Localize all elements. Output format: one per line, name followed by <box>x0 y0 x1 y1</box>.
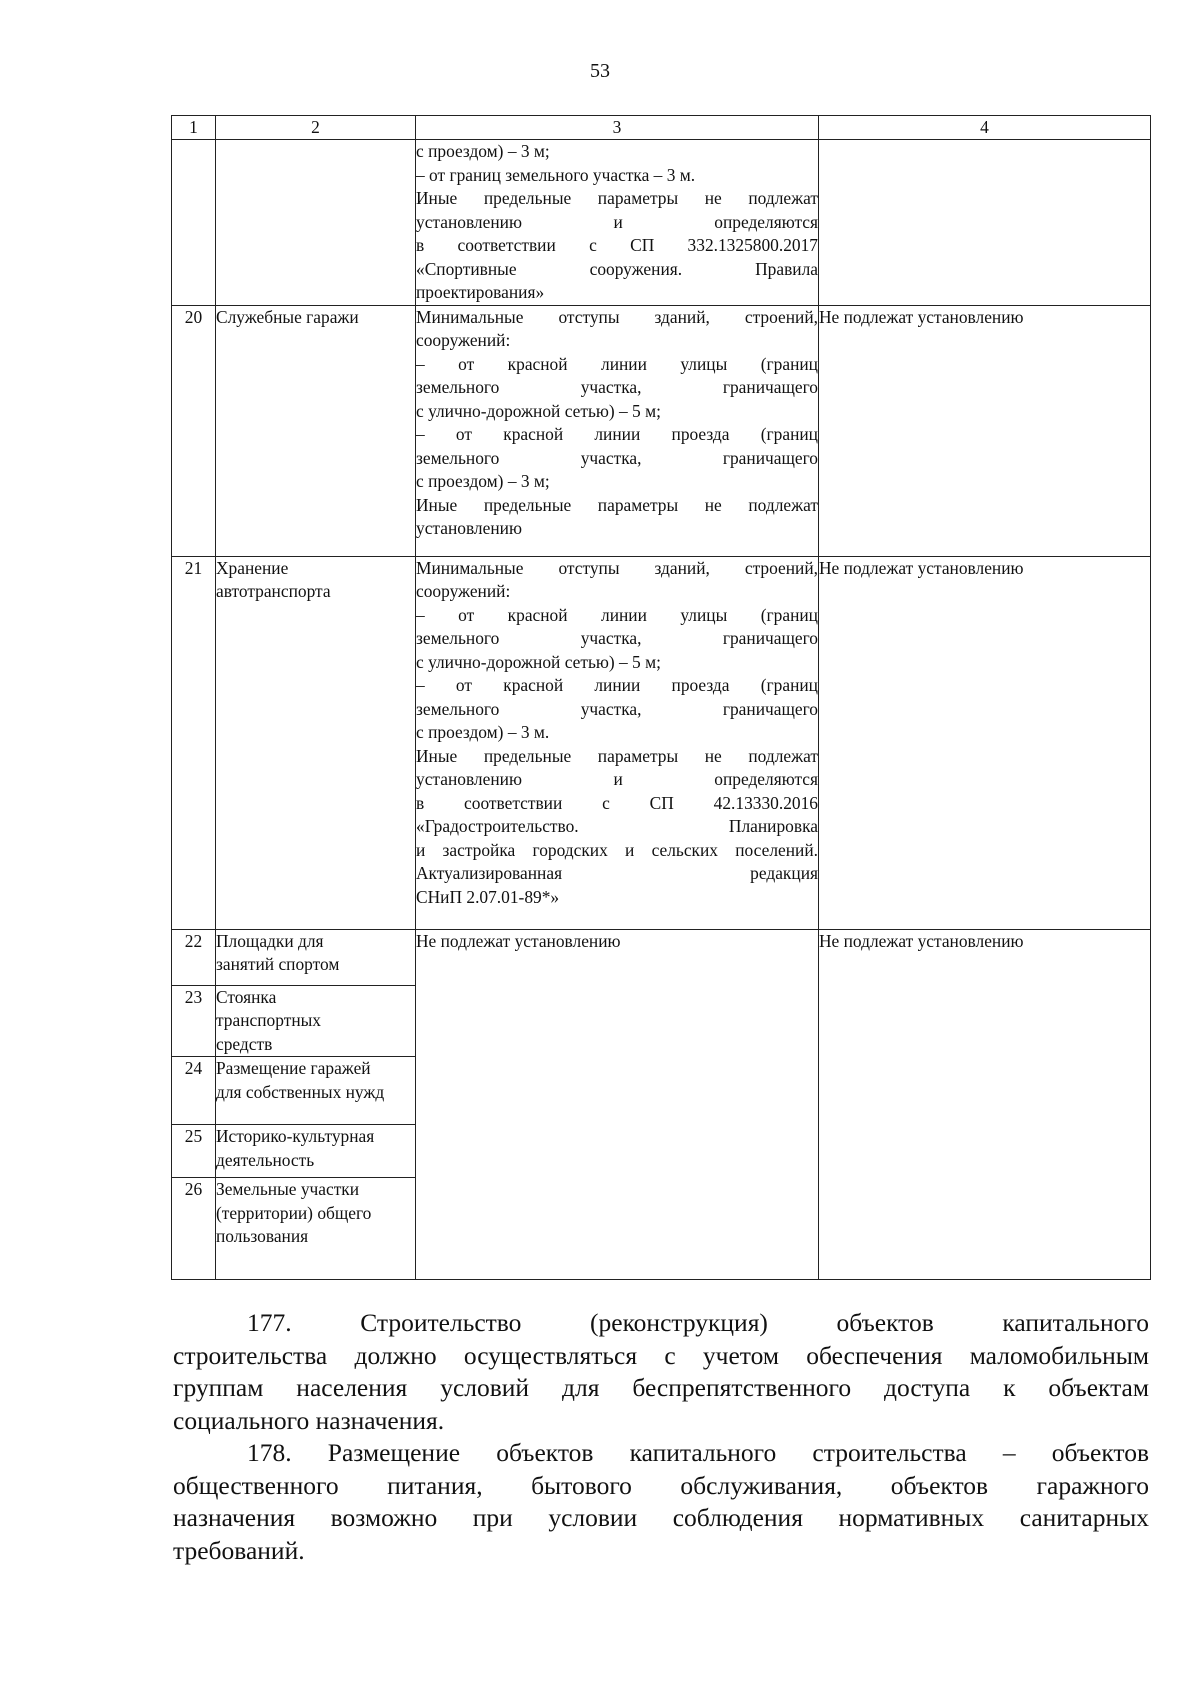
name-line: Стоянка <box>216 986 277 1007</box>
paragraph-178 <box>173 1437 1149 1567</box>
name-line: автотранспорта <box>216 581 331 601</box>
table-row-continuation <box>172 140 1151 306</box>
name-line: занятий спортом <box>216 954 340 974</box>
param-line: Иные предельные параметры не подлежат <box>416 188 818 208</box>
name-line: (территории) общего <box>216 1202 372 1223</box>
row-name <box>216 305 416 556</box>
name-line: для собственных нужд <box>216 1081 385 1102</box>
row-parameters <box>416 305 819 556</box>
paragraph-177 <box>173 1307 1149 1437</box>
param-line: проектирования» <box>416 282 545 302</box>
name-line: Площадки для <box>216 930 324 951</box>
header-col-1: 1 <box>172 116 216 140</box>
name-line: Хранение <box>216 557 289 578</box>
row-number: 22 <box>172 929 216 985</box>
param-line: «Градостроительство. Планировка <box>416 816 818 836</box>
param-line: с проездом) – 3 м. <box>416 722 550 742</box>
param-line: Актуализированная редакция <box>416 863 818 883</box>
row-number: 24 <box>172 1057 216 1125</box>
paragraph-line: 177. Строительство (реконструкция) объектов капитального <box>247 1308 1149 1337</box>
row-limits: Не подлежат установлению <box>819 556 1151 929</box>
param-line: с проездом) – 3 м; <box>416 471 550 491</box>
param-line: земельного участка, граничащего <box>416 628 818 648</box>
row-number: 23 <box>172 985 216 1057</box>
param-line: в соответствии с СП 42.13330.2016 <box>416 792 818 813</box>
name-line: Служебные гаражи <box>216 306 359 327</box>
paragraph-line: группам населения условий для беспрепятственного доступа к объектам <box>173 1373 1149 1402</box>
param-line: Минимальные отступы зданий, строений, <box>416 557 818 578</box>
param-line: с проездом) – 3 м; <box>416 141 550 161</box>
param-line: установлению <box>416 518 522 538</box>
param-line: – от красной линии проезда (границ <box>416 424 818 444</box>
paragraph-line: строительства должно осуществляться с учетом обеспечения маломобильным <box>173 1340 1149 1370</box>
param-line: земельного участка, граничащего <box>416 377 818 397</box>
param-line: земельного участка, граничащего <box>416 447 818 468</box>
paragraph-line: общественного питания, бытового обслуживания, объектов гаражного <box>173 1470 1149 1500</box>
param-line: в соответствии с СП 332.1325800.2017 <box>416 235 818 255</box>
row-name <box>216 1178 416 1280</box>
table-row-22 <box>172 929 1151 985</box>
param-line: – от границ земельного участка – 3 м. <box>416 164 696 185</box>
paragraph-line: 178. Размещение объектов капитального строительства – объектов <box>247 1438 1149 1467</box>
row-name <box>216 556 416 929</box>
page-number: 53 <box>590 60 610 82</box>
param-line: СНиП 2.07.01-89*» <box>416 886 560 907</box>
row-number: 26 <box>172 1178 216 1280</box>
table-row-21 <box>172 556 1151 929</box>
table-row-20 <box>172 305 1151 556</box>
param-line: Минимальные отступы зданий, строений, <box>416 306 818 327</box>
param-line: Не подлежат установлению <box>416 930 621 951</box>
param-line: сооружений: <box>416 330 511 350</box>
row-name <box>216 985 416 1057</box>
row-parameters <box>416 556 819 929</box>
param-line: – от красной линии улицы (границ <box>416 353 818 374</box>
header-col-2: 2 <box>216 116 416 140</box>
row-name <box>216 1125 416 1178</box>
param-line: – от красной линии проезда (границ <box>416 675 818 695</box>
name-line: средств <box>216 1033 273 1054</box>
paragraph-line: назначения возможно при условии соблюдения нормативных санитарных <box>173 1503 1149 1532</box>
row-number <box>172 140 216 306</box>
param-line: установлению и определяются <box>416 769 818 789</box>
row-limits <box>819 140 1151 306</box>
row-number: 20 <box>172 305 216 556</box>
param-line: – от красной линии улицы (границ <box>416 604 818 625</box>
row-number: 25 <box>172 1125 216 1178</box>
name-line: Размещение гаражей <box>216 1058 371 1078</box>
param-line: земельного участка, граничащего <box>416 698 818 719</box>
param-line: Иные предельные параметры не подлежат <box>416 494 818 515</box>
param-line: и застройка городских и сельских поселений. <box>416 839 818 860</box>
row-limits: Не подлежат установлению <box>819 305 1151 556</box>
row-name <box>216 140 416 306</box>
name-line: пользования <box>216 1226 309 1246</box>
param-line: с улично-дорожной сетью) – 5 м; <box>416 651 661 672</box>
param-line: сооружений: <box>416 581 511 601</box>
group-limits: Не подлежат установлению <box>819 929 1151 1280</box>
header-col-4: 4 <box>819 116 1151 140</box>
zoning-parameters-table <box>171 115 1151 1280</box>
paragraph-line: социального назначения. <box>173 1405 445 1435</box>
group-parameters <box>416 929 819 1280</box>
param-line: Иные предельные параметры не подлежат <box>416 745 818 766</box>
param-line: с улично-дорожной сетью) – 5 м; <box>416 400 661 421</box>
param-line: установлению и определяются <box>416 211 818 232</box>
name-line: деятельность <box>216 1149 315 1170</box>
row-name <box>216 1057 416 1125</box>
name-line: транспортных <box>216 1010 322 1030</box>
param-line: «Спортивные сооружения. Правила <box>416 258 818 279</box>
table-header-row <box>172 116 1151 140</box>
paragraph-line: требований. <box>173 1535 305 1565</box>
name-line: Земельные участки <box>216 1179 360 1199</box>
row-number: 21 <box>172 556 216 929</box>
row-name <box>216 929 416 985</box>
header-col-3: 3 <box>416 116 819 140</box>
name-line: Историко-культурная <box>216 1126 375 1146</box>
row-parameters <box>416 140 819 306</box>
